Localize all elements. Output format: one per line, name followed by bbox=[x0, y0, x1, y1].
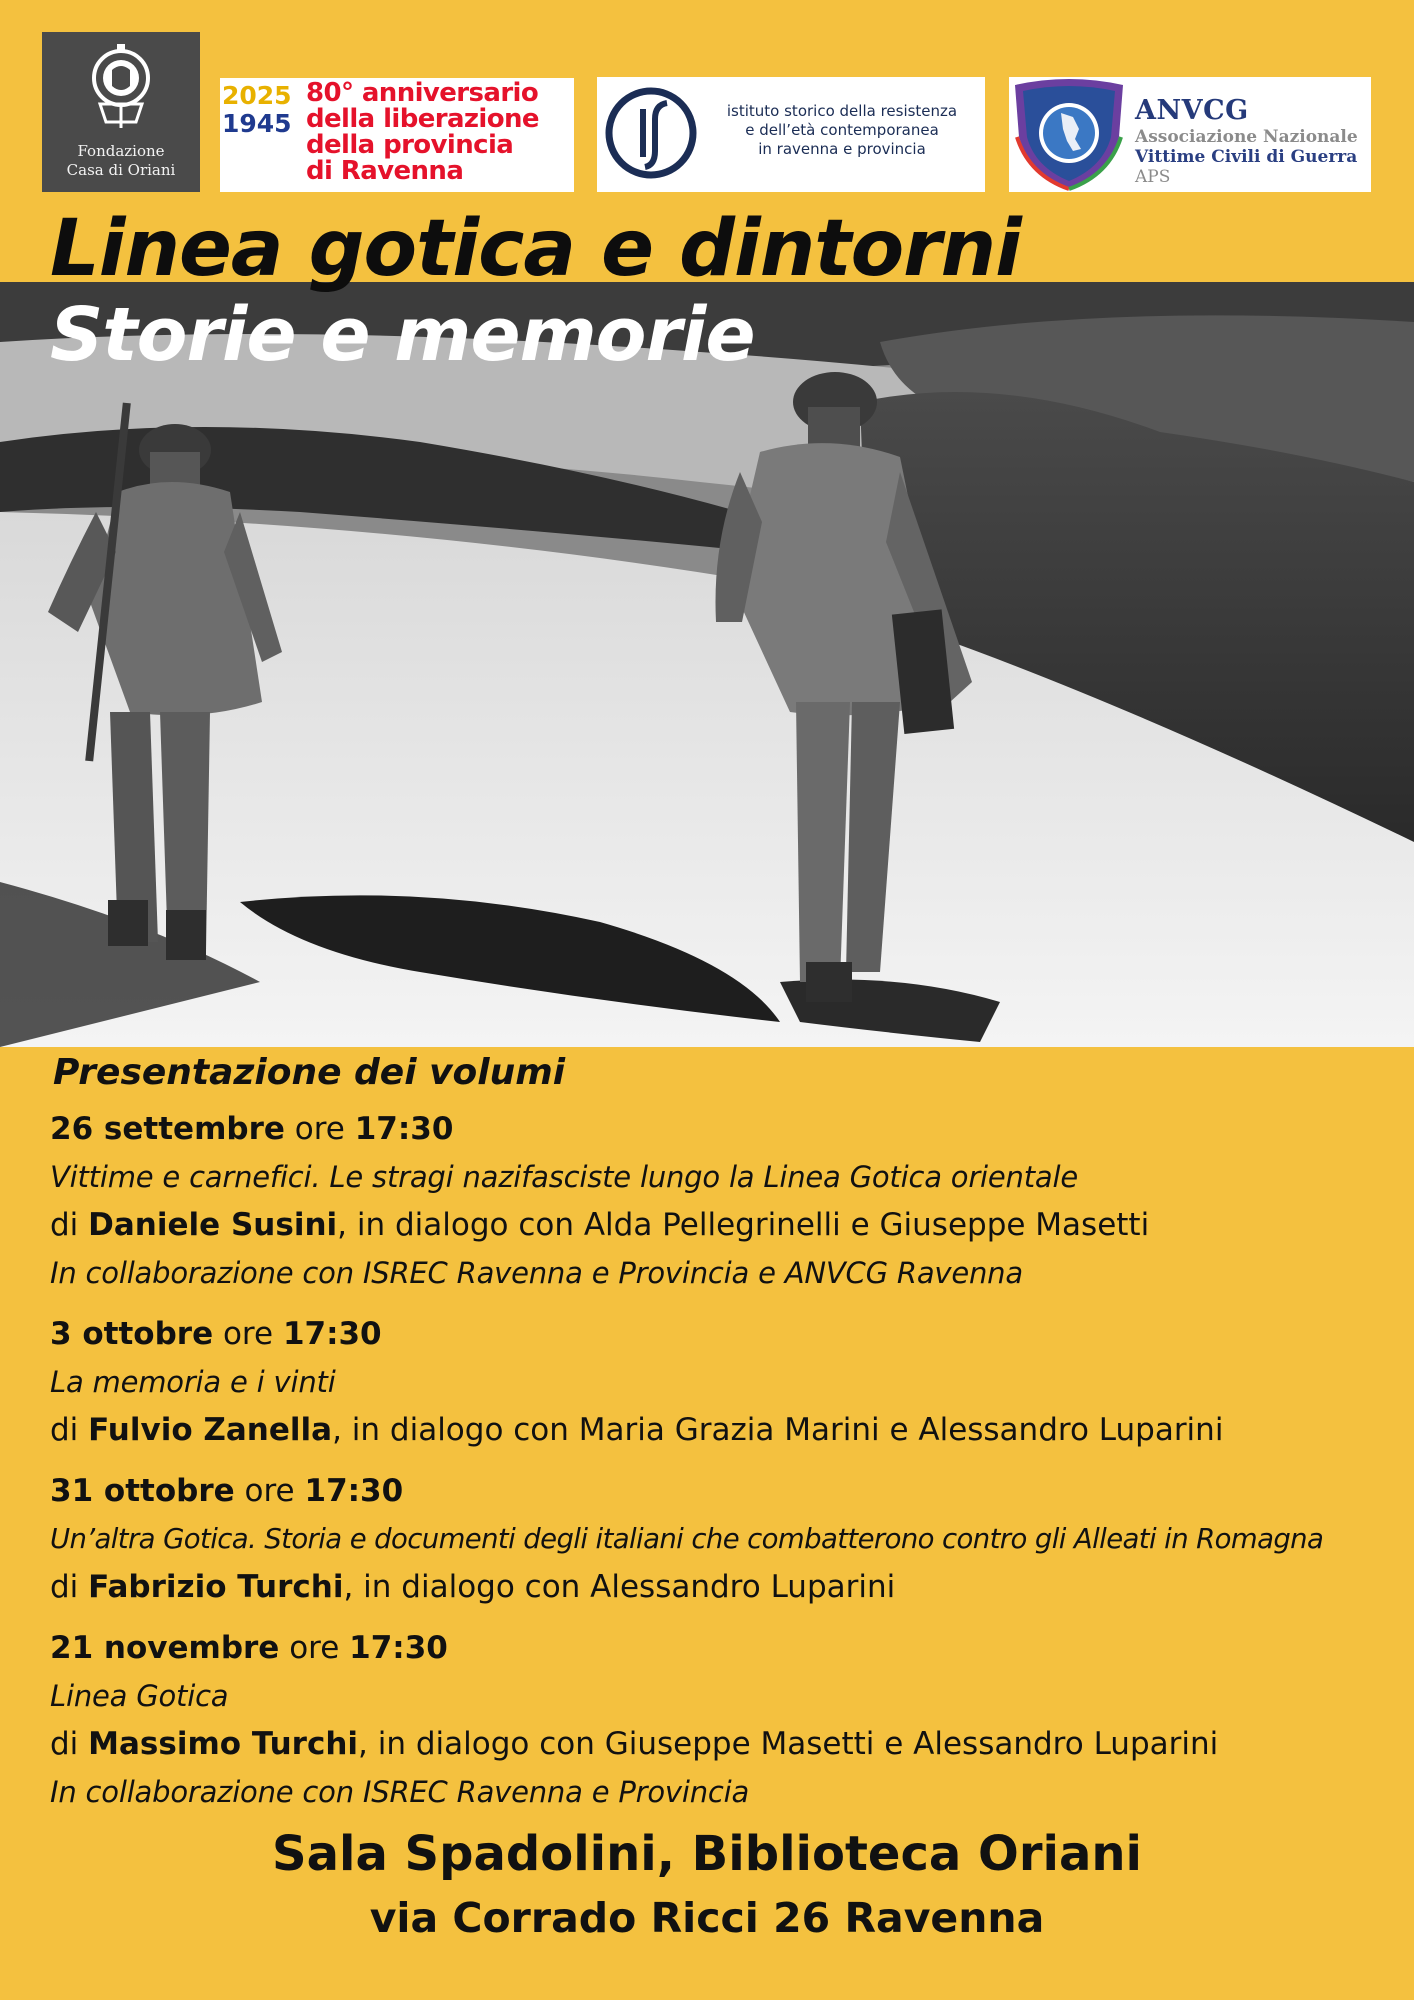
event-di: di bbox=[50, 1726, 79, 1762]
oriani-crest-icon bbox=[86, 40, 156, 138]
event-date: 31 ottobre bbox=[50, 1473, 235, 1509]
anvcg-line1: Associazione Nazionale bbox=[1135, 127, 1358, 147]
event-di: di bbox=[50, 1412, 79, 1448]
event-item bbox=[50, 1310, 1410, 1454]
event-item bbox=[50, 1467, 1410, 1611]
event-author-line bbox=[50, 1406, 1410, 1454]
anniversary-line: di Ravenna bbox=[306, 156, 464, 186]
event-time: 17:30 bbox=[282, 1316, 382, 1352]
isrec-logo bbox=[597, 77, 985, 192]
event-author-line bbox=[50, 1720, 1410, 1768]
anvcg-title: ANVCG bbox=[1135, 95, 1249, 126]
event-author-line bbox=[50, 1563, 1410, 1611]
isrec-line: e dell’età contemporanea bbox=[745, 121, 939, 139]
event-item bbox=[50, 1624, 1410, 1816]
event-dialogue: , in dialogo con Alessandro Luparini bbox=[343, 1569, 896, 1605]
event-dialogue: , in dialogo con Giuseppe Masetti e Alessandro Luparini bbox=[358, 1726, 1219, 1762]
event-book-title: Linea Gotica bbox=[50, 1679, 229, 1713]
event-date: 21 novembre bbox=[50, 1630, 280, 1666]
isrec-line: istituto storico della resistenza bbox=[726, 102, 958, 120]
event-ore: ore bbox=[294, 1111, 345, 1147]
venue-name: Sala Spadolini, Biblioteca Oriani bbox=[272, 1826, 1142, 1882]
event-ore: ore bbox=[222, 1316, 274, 1352]
soldiers-on-road-image bbox=[0, 282, 1414, 1047]
event-author: Massimo Turchi bbox=[88, 1726, 359, 1762]
fondazione-casa-oriani-logo bbox=[42, 32, 200, 192]
isrec-line: in ravenna e provincia bbox=[758, 140, 926, 158]
event-date: 26 settembre bbox=[50, 1111, 285, 1147]
event-item bbox=[50, 1105, 1410, 1297]
venue-address: via Corrado Ricci 26 Ravenna bbox=[369, 1894, 1045, 1942]
event-date-line bbox=[50, 1310, 1410, 1358]
event-di: di bbox=[50, 1207, 79, 1243]
event-time: 17:30 bbox=[349, 1630, 448, 1666]
anniversary-line: 80° anniversario bbox=[306, 78, 539, 108]
event-ore: ore bbox=[289, 1630, 340, 1666]
anvcg-logo bbox=[1009, 77, 1371, 192]
oriani-logo-line2: Casa di Oriani bbox=[66, 161, 176, 179]
anvcg-line2: Vittime Civili di Guerra bbox=[1135, 147, 1358, 167]
anniversary-year-2025: 2025 bbox=[222, 81, 292, 110]
page-title: Linea gotica e dintorni bbox=[50, 204, 1021, 294]
anvcg-line3: APS bbox=[1135, 167, 1171, 187]
event-collaboration: In collaborazione con ISREC Ravenna e Provincia e ANVCG Ravenna bbox=[50, 1256, 1023, 1290]
event-time: 17:30 bbox=[304, 1473, 404, 1509]
anniversary-year-1945: 1945 bbox=[222, 109, 292, 138]
anvcg-shield-icon bbox=[1009, 77, 1129, 192]
events-list bbox=[50, 1105, 1410, 1829]
event-date-line bbox=[50, 1105, 1410, 1153]
event-dialogue: , in dialogo con Maria Grazia Marini e Alessandro Luparini bbox=[332, 1412, 1224, 1448]
event-di: di bbox=[50, 1569, 79, 1605]
event-date-line bbox=[50, 1624, 1410, 1672]
event-book-title: Vittime e carnefici. Le stragi nazifasciste lungo la Linea Gotica orientale bbox=[50, 1160, 1078, 1194]
event-dialogue: , in dialogo con Alda Pellegrinelli e Giuseppe Masetti bbox=[337, 1207, 1150, 1243]
anniversary-line: della provincia bbox=[306, 130, 514, 160]
soldiers-photo bbox=[0, 282, 1414, 1047]
section-heading: Presentazione dei volumi bbox=[53, 1052, 566, 1093]
event-author: Fabrizio Turchi bbox=[88, 1569, 344, 1605]
event-collaboration: In collaborazione con ISREC Ravenna e Provincia bbox=[50, 1775, 750, 1809]
event-author: Daniele Susini bbox=[88, 1207, 338, 1243]
event-book-title: Un’altra Gotica. Storia e documenti degli italiani che combatterono contro gli Alleati in Romagna bbox=[50, 1523, 1324, 1555]
event-author-line bbox=[50, 1201, 1410, 1249]
anniversary-logo bbox=[220, 78, 574, 192]
anniversary-line: della liberazione bbox=[306, 104, 539, 134]
event-ore: ore bbox=[244, 1473, 295, 1509]
event-book-title: La memoria e i vinti bbox=[50, 1365, 336, 1399]
event-time: 17:30 bbox=[354, 1111, 454, 1147]
event-date: 3 ottobre bbox=[50, 1316, 214, 1352]
event-author: Fulvio Zanella bbox=[88, 1412, 333, 1448]
page-subtitle: Storie e memorie bbox=[50, 292, 755, 378]
oriani-logo-line1: Fondazione bbox=[77, 142, 165, 160]
isrec-emblem-icon bbox=[605, 85, 701, 185]
event-date-line bbox=[50, 1467, 1410, 1515]
